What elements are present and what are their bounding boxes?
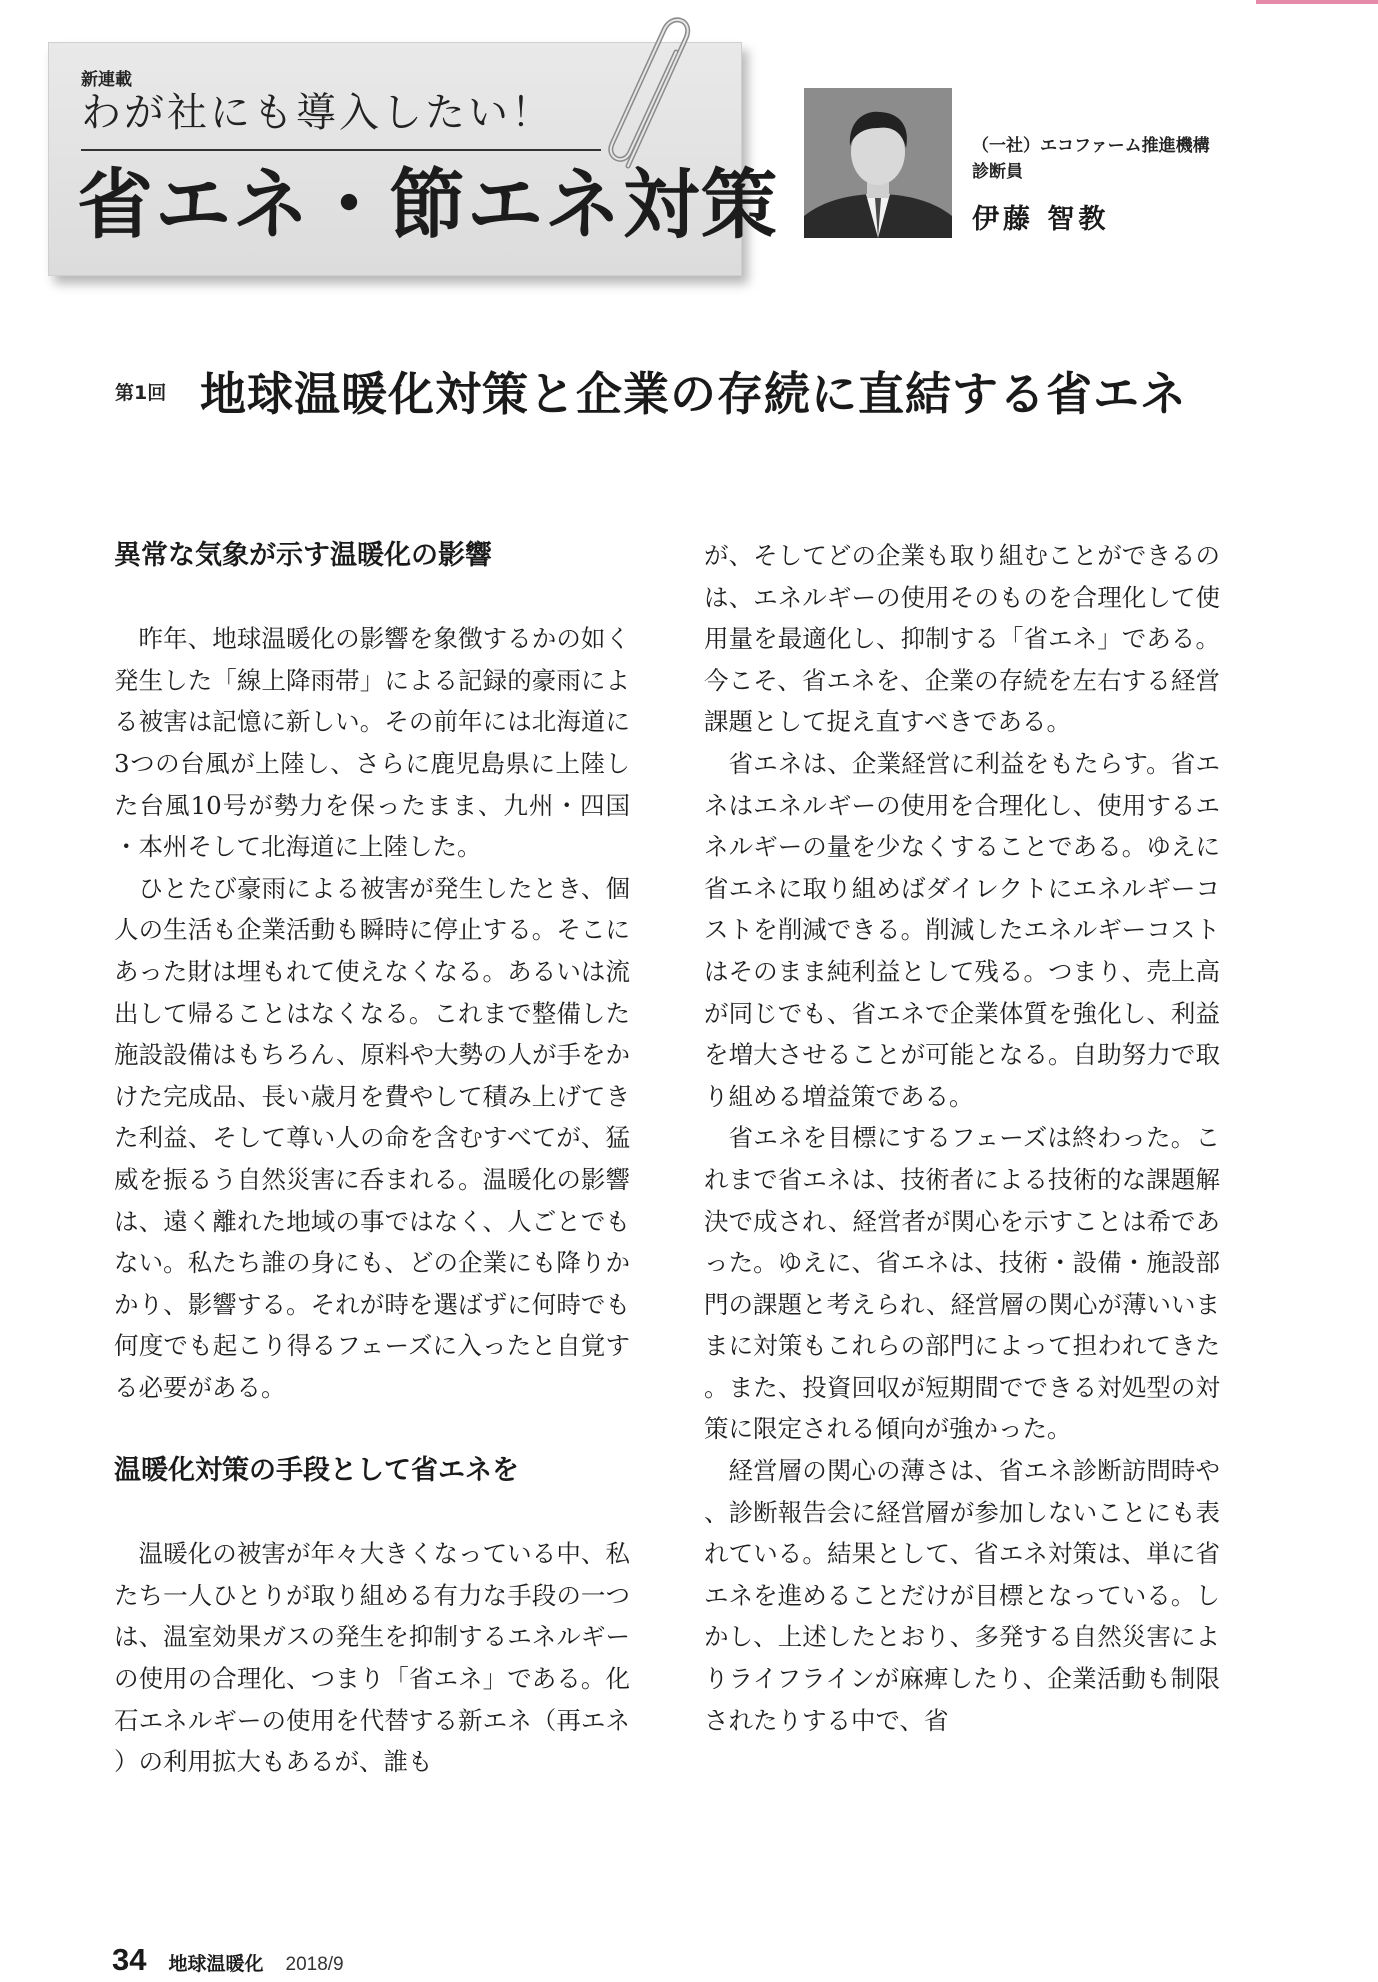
issue-label: 第1回 — [115, 382, 167, 404]
author-name: 伊藤 智教 — [972, 204, 1110, 235]
journal-name: 地球温暖化 — [168, 1953, 264, 1975]
page-number: 34 — [112, 1942, 147, 1977]
body-paragraph: が、そしてどの企業も取り組むことができるのは、エネルギーの使用そのものを合理化して使用量を最適化し、抑制する「省エネ」である。今こそ、省エネを、企業の存続を左右する経営課題として捉え直すべきである。 — [704, 541, 1220, 737]
page-corner-accent — [1256, 0, 1378, 4]
paperclip-icon — [598, 16, 710, 172]
page-footer — [112, 1942, 344, 1978]
author-photo — [804, 88, 952, 238]
body-column-left — [114, 535, 630, 1783]
section-heading: 異常な気象が示す温暖化の影響 — [114, 540, 492, 571]
author-role: 診断員 — [972, 162, 1023, 182]
issue-date: 2018/9 — [285, 1954, 344, 1975]
section-heading: 温暖化対策の手段として省エネを — [114, 1455, 519, 1487]
series-title: 省エネ・節エネ対策 — [77, 160, 779, 249]
series-label: 新連載 — [81, 70, 132, 90]
body-paragraph: 経営層の関心の薄さは、省エネ診断訪問時や、診断報告会に経営層が参加しないことにも表れている。結果として、省エネ対策は、単に省エネを進めることだけが目標となっている。しかし、上述したとおり、多発する自然災害によりライフラインが麻痺したり、企業活動も制限されたりする中で、省 — [704, 1456, 1220, 1735]
author-affiliation: （一社）エコファーム推進機構 — [972, 136, 1210, 156]
body-paragraph: 昨年、地球温暖化の影響を象徴するかの如く発生した「線上降雨帯」による記録的豪雨による被害は記憶に新しい。その前年には北海道に3つの台風が上陸し、さらに鹿児島県に上陸した台風10号が勢力を保ったまま、九州・四国・本州そして北海道に上陸した。 — [114, 624, 630, 862]
body-paragraph: 省エネは、企業経営に利益をもたらす。省エネはエネルギーの使用を合理化し、使用するエネルギーの量を少なくすることである。ゆえに省エネに取り組めばダイレクトにエネルギーコストを削減できる。削減したエネルギーコストはそのまま純利益として残る。つまり、売上高が同じでも、省エネで企業体質を強化し、利益を増大させることが可能となる。自助努力で取り組める増益策である。 — [704, 748, 1220, 1111]
subtitle-underline — [81, 149, 601, 151]
article-title: 地球温暖化対策と企業の存続に直結する省エネ — [200, 367, 1187, 421]
body-column-right — [704, 535, 1220, 1741]
body-paragraph: 温暖化の被害が年々大きくなっている中、私たち一人ひとりが取り組める有力な手段の一つは、温室効果ガスの発生を抑制するエネルギーの使用の合理化、つまり「省エネ」である。化石エネルギーの使用を代替する新エネ（再エネ）の利用拡大もあるが、誰も — [114, 1539, 630, 1777]
author-affiliation-block — [972, 133, 1210, 185]
body-paragraph: 省エネを目標にするフェーズは終わった。これまで省エネは、技術者による技術的な課題解決で成され、経営者が関心を示すことは希であった。ゆえに、省エネは、技術・設備・施設部門の課題と考えられ、経営層の関心が薄いいままに対策もこれらの部門によって担われてきた。また、投資回収が短期間でできる対処型の対策に限定される傾向が強かった。 — [704, 1123, 1220, 1444]
body-paragraph: ひとたび豪雨による被害が発生したとき、個人の生活も企業活動も瞬時に停止する。そこにあった財は埋もれて使えなくなる。あるいは流出して帰ることはなくなる。これまで整備した施設設備はもちろん、原料や大勢の人が手をかけた完成品、長い歳月を費やして積み上げてきた利益、そして尊い人の命を含むすべてが、猛威を振るう自然災害に呑まれる。温暖化の影響は、遠く離れた地域の事ではなく、人ごとでもない。私たち誰の身にも、どの企業にも降りかかり、影響する。それが時を選ばずに何時でも何度でも起こり得るフェーズに入ったと自覚する必要がある。 — [114, 873, 630, 1402]
series-subtitle: わが社にも導入したい！ — [81, 90, 554, 136]
author-portrait-image — [804, 88, 952, 238]
